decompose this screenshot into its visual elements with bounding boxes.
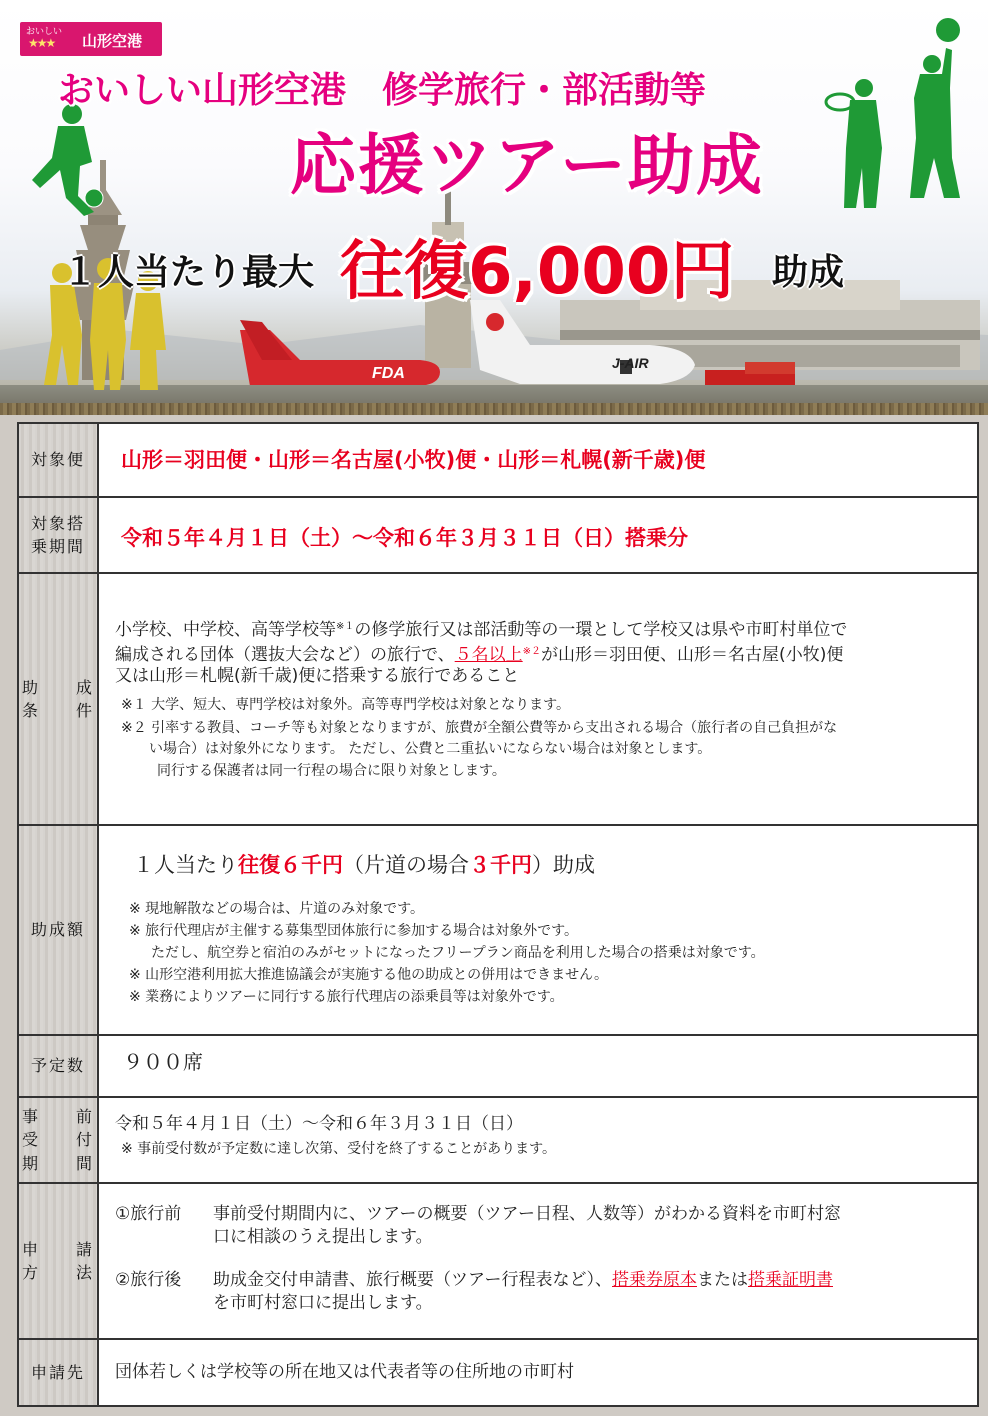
method-item2-line1: 助成金交付申請書、旅行概要（ツアー行程表など）、搭乗券原本または搭乗証明書 (213, 1270, 833, 1290)
period-value: 令和５年４月１日（土）～令和６年３月３１日（日）搭乗分 (121, 526, 688, 550)
row-label-amount: 助成額 (19, 826, 99, 1034)
row-label-period: 対象搭 乗期間 (19, 498, 99, 572)
flights-value: 山形＝羽田便・山形＝名古屋(小牧)便・山形＝札幌(新千歳)便 (121, 448, 706, 472)
amount-note2: ※ 旅行代理店が主催する募集型団体旅行に参加する場合は対象外です。 (129, 923, 579, 939)
row-seats (19, 1036, 977, 1098)
conditions-line3: 又は山形＝札幌(新千歳)便に搭乗する旅行であること (115, 666, 520, 686)
soccer-player-icon (20, 100, 110, 220)
subsidy-prefix: １人当たり最大 (62, 252, 315, 293)
badge-small-text: おいしい (26, 27, 63, 37)
athletes-silhouette-icon (820, 8, 970, 208)
amount-note5: ※ 業務によりツアーに同行する旅行代理店の添乗員等は対象外です。 (129, 989, 564, 1005)
plane-jair-label: J-AIR (612, 355, 649, 371)
method-item1-line1: 事前受付期間内に、ツアーの概要（ツアー日程、人数等）がわかる資料を市町村窓 (213, 1204, 841, 1224)
subsidy-suffix: 助成 (772, 252, 845, 293)
destination-value: 団体若しくは学校等の所在地又は代表者等の住所地の市町村 (115, 1362, 574, 1382)
airport-logo-badge (20, 22, 162, 56)
row-destination (19, 1340, 977, 1405)
row-label-destination: 申請先 (19, 1340, 99, 1405)
reception-note: ※ 事前受付数が予定数に達し次第、受付を終了することがあります。 (121, 1141, 557, 1157)
badge-main-text: 山形空港 (82, 32, 143, 50)
hero-banner (0, 0, 988, 415)
method-item2-head: ②旅行後 (115, 1270, 182, 1290)
row-label-seats: 予定数 (19, 1036, 99, 1096)
page-title-line2: 応援ツアー助成 (290, 127, 765, 204)
reception-value: 令和５年４月１日（土）～令和６年３月３１日（日） (115, 1114, 523, 1134)
row-method (19, 1184, 977, 1340)
row-label-flights: 対象便 (19, 424, 99, 496)
row-amount (19, 826, 977, 1036)
row-period (19, 498, 977, 574)
amount-note3: ただし、航空券と宿泊のみがセットになったフリープラン商品を利用した場合の搭乗は対象です。 (151, 945, 765, 961)
row-label-conditions: 助 成 条 件 (19, 574, 99, 824)
method-item2-line2: を市町村窓口に提出します。 (213, 1293, 433, 1313)
seats-value: ９００席 (123, 1050, 203, 1074)
row-label-reception: 事 前 受 付 期 間 (19, 1098, 99, 1182)
conditions-note1: ※１ 大学、短大、専門学校は対象外。高等専門学校は対象となります。 (121, 697, 571, 713)
page-title-line1: おいしい山形空港 修学旅行・部活動等 (58, 70, 707, 111)
amount-main: １人当たり往復６千円（片道の場合３千円）助成 (133, 853, 595, 877)
conditions-note2b: い場合）は対象外になります。 ただし、公費と二重払いにならない場合は対象とします。 (149, 741, 712, 757)
amount-note1: ※ 現地解散などの場合は、片道のみ対象です。 (129, 901, 425, 917)
row-conditions (19, 574, 977, 826)
conditions-note2c: 同行する保護者は同一行程の場合に限り対象とします。 (157, 763, 506, 779)
conditions-line2: 編成される団体（選抜大会など）の旅行で、５名以上$^{※2}$が山形＝羽田便、山形＝名古屋(小牧)便 (115, 645, 844, 665)
info-table (17, 422, 979, 1407)
plane-fda-label: FDA (372, 365, 405, 382)
subsidy-amount: 往復6,000円 (340, 235, 735, 309)
row-reception (19, 1098, 977, 1184)
row-flights (19, 424, 977, 498)
method-item1-line2: 口に相談のうえ提出します。 (213, 1227, 433, 1247)
stars-icon: ★★★ (28, 36, 55, 50)
grass-strip (0, 403, 988, 415)
method-item1-head: ①旅行前 (115, 1204, 182, 1224)
row-label-method: 申 請 方 法 (19, 1184, 99, 1338)
conditions-line1: 小学校、中学校、高等学校等$^{※1}$の修学旅行又は部活動等の一環として学校又は県や市町村単位で (115, 620, 848, 640)
amount-note4: ※ 山形空港利用拡大推進協議会が実施する他の助成との併用はできません。 (129, 967, 609, 983)
conditions-note2a: ※２ 引率する教員、コーチ等も対象となりますが、旅費が全額公費等から支出される場合（旅行者の自己負担がな (121, 720, 838, 736)
